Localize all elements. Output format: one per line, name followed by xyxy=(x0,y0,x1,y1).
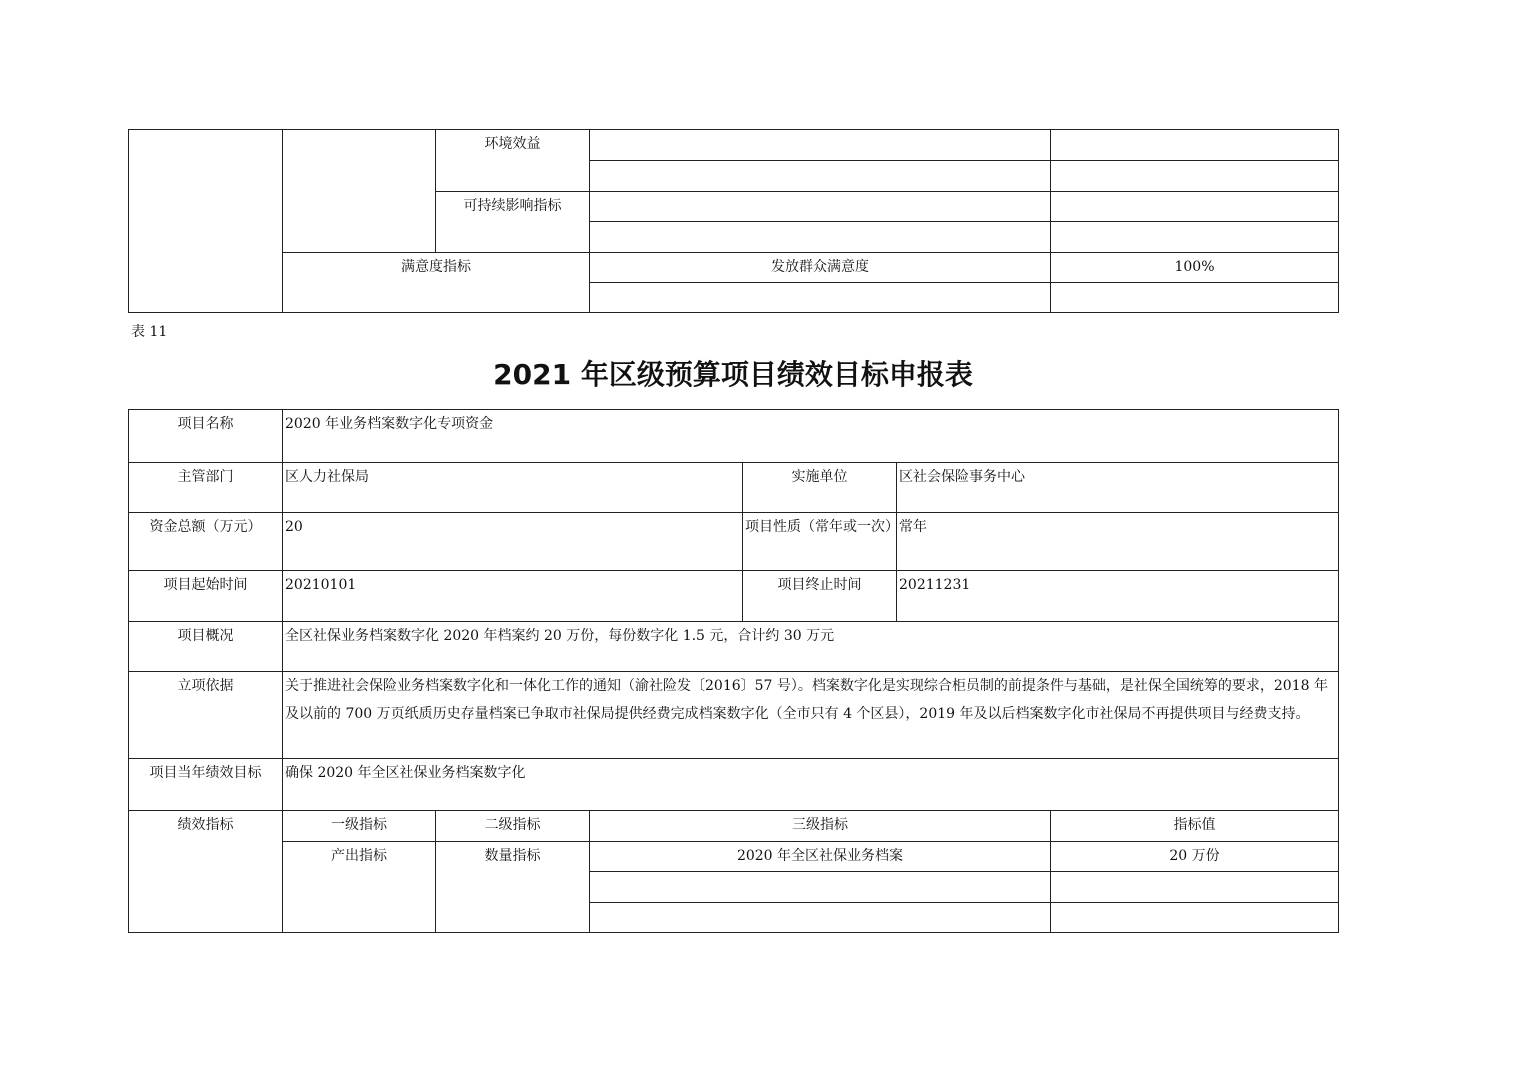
empty-cell xyxy=(1051,161,1339,192)
satisfaction-item: 发放群众满意度 xyxy=(590,253,1051,283)
level2-header: 二级指标 xyxy=(436,811,590,842)
level1-header: 一级指标 xyxy=(283,811,436,842)
empty-cell xyxy=(283,130,436,253)
empty-cell xyxy=(1051,192,1339,222)
project-name-value: 2020 年业务档案数字化专项资金 xyxy=(283,410,1339,463)
value-header: 指标值 xyxy=(1051,811,1339,842)
quantity-indicator: 数量指标 xyxy=(436,842,590,933)
dept-label: 主管部门 xyxy=(129,463,283,513)
start-value: 20210101 xyxy=(283,571,743,622)
empty-cell xyxy=(1051,130,1339,161)
table-caption: 表 11 xyxy=(131,324,168,340)
overview-value: 全区社保业务档案数字化 2020 年档案约 20 万份，每份数字化 1.5 元，合计约 30 万元 xyxy=(283,622,1339,672)
budget-form-table xyxy=(128,409,1339,933)
empty-cell xyxy=(590,903,1051,933)
perf-label: 绩效指标 xyxy=(129,811,283,933)
project-name-label: 项目名称 xyxy=(129,410,283,463)
empty-cell xyxy=(1051,283,1339,313)
start-label: 项目起始时间 xyxy=(129,571,283,622)
empty-cell xyxy=(590,161,1051,192)
empty-cell xyxy=(590,283,1051,313)
goal-value: 确保 2020 年全区社保业务档案数字化 xyxy=(283,759,1339,811)
env-benefit-label: 环境效益 xyxy=(436,130,590,192)
end-label: 项目终止时间 xyxy=(743,571,897,622)
basis-value: 关于推进社会保险业务档案数字化和一体化工作的通知（渝社险发〔2016〕57 号）。档案数字化是实现综合柜员制的前提条件与基础，是社保全国统筹的要求，2018 年及以前的 700 万页纸质历史存量档案已争取市社保局提供经费完成档案数字化（全市只有 4 个区县），2019 年及以后档案数字化市社保局不再提供项目与经费支持。 xyxy=(283,672,1339,759)
overview-label: 项目概况 xyxy=(129,622,283,672)
level3-header: 三级指标 xyxy=(590,811,1051,842)
quantity-value: 20 万份 xyxy=(1051,842,1339,872)
continuation-table xyxy=(128,129,1339,313)
nature-label: 项目性质（常年或一次） xyxy=(743,513,897,571)
sustain-indicator-label: 可持续影响指标 xyxy=(436,192,590,253)
empty-cell xyxy=(1051,222,1339,253)
basis-label: 立项依据 xyxy=(129,672,283,759)
empty-cell xyxy=(590,130,1051,161)
empty-cell xyxy=(129,130,283,313)
quantity-item: 2020 年全区社保业务档案 xyxy=(590,842,1051,872)
impl-value: 区社会保险事务中心 xyxy=(897,463,1339,513)
empty-cell xyxy=(590,192,1051,222)
satisfaction-value: 100% xyxy=(1051,253,1339,283)
dept-value: 区人力社保局 xyxy=(283,463,743,513)
empty-cell xyxy=(590,222,1051,253)
fund-value: 20 xyxy=(283,513,743,571)
empty-cell xyxy=(1051,903,1339,933)
fund-label: 资金总额（万元） xyxy=(129,513,283,571)
impl-label: 实施单位 xyxy=(743,463,897,513)
empty-cell xyxy=(1051,872,1339,903)
end-value: 20211231 xyxy=(897,571,1339,622)
nature-value: 常年 xyxy=(897,513,1339,571)
empty-cell xyxy=(590,872,1051,903)
satisfaction-indicator-label: 满意度指标 xyxy=(283,253,590,313)
goal-label: 项目当年绩效目标 xyxy=(129,759,283,811)
page-title: 2021 年区级预算项目绩效目标申报表 xyxy=(493,358,973,391)
output-indicator: 产出指标 xyxy=(283,842,436,933)
